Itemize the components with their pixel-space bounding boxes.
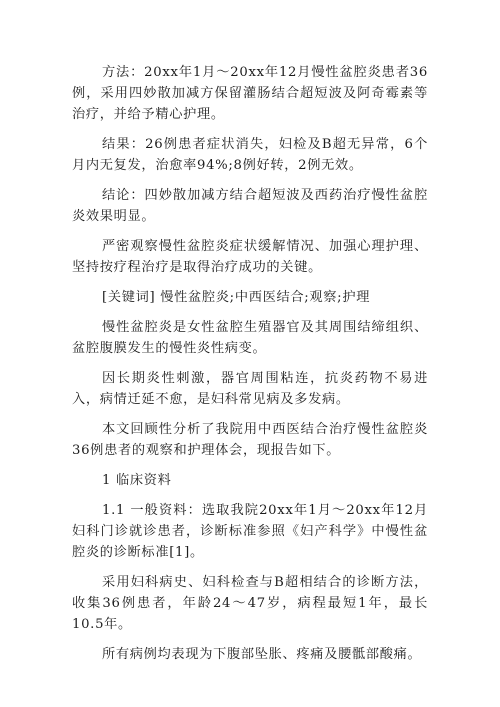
- paragraph-symptoms: 所有病例均表现为下腹部坠胀、疼痛及腰骶部酸痛。: [102, 647, 422, 662]
- paragraph-keywords: [关键词] 慢性盆腔炎;中西医结合;观察;护理: [102, 290, 371, 305]
- paragraph-general-data: 1.1 一般资料：选取我院20xx年1月～20xx年12月妇科门诊就诊患者，诊断标准参照《妇产科学》中慢性盆腔炎的诊断标准[1]。: [72, 503, 428, 560]
- paragraph-cause: 因长期炎性刺激，器官周围粘连，抗炎药物不易进入，病情迁延不愈，是妇科常见病及多发病。: [72, 371, 428, 407]
- document-body: [72, 62, 428, 674]
- paragraph-key-points: 严密观察慢性盆腔炎症状缓解情况、加强心理护理、坚持按疗程治疗是取得治疗成功的关键。: [72, 239, 428, 275]
- paragraph-diagnosis-method: 采用妇科病史、妇科检查与B超相结合的诊断方法，收集36例患者，年龄24～47岁，病程最短1年，最长10.5年。: [72, 575, 428, 632]
- paragraph-definition: 慢性盆腔炎是女性盆腔生殖器官及其周围结缔组织、盆腔腹膜发生的慢性炎性病变。: [72, 320, 428, 356]
- paragraph-intro: 本文回顾性分析了我院用中西医结合治疗慢性盆腔炎36例患者的观察和护理体会，现报告如下。: [72, 422, 428, 458]
- paragraph-conclusion: 结论：四妙散加减方结合超短波及西药治疗慢性盆腔炎效果明显。: [72, 188, 428, 224]
- paragraph-methods: 方法：20xx年1月～20xx年12月慢性盆腔炎患者36例，采用四妙散加减方保留灌肠结合超短波及阿奇霉素等治疗，并给予精心护理。: [72, 65, 428, 122]
- section-heading-clinical-data: 1 临床资料: [102, 473, 172, 488]
- paragraph-results: 结果：26例患者症状消失，妇检及B超无异常，6个月内无复发，治愈率94%;8例好转，2例无效。: [72, 137, 428, 173]
